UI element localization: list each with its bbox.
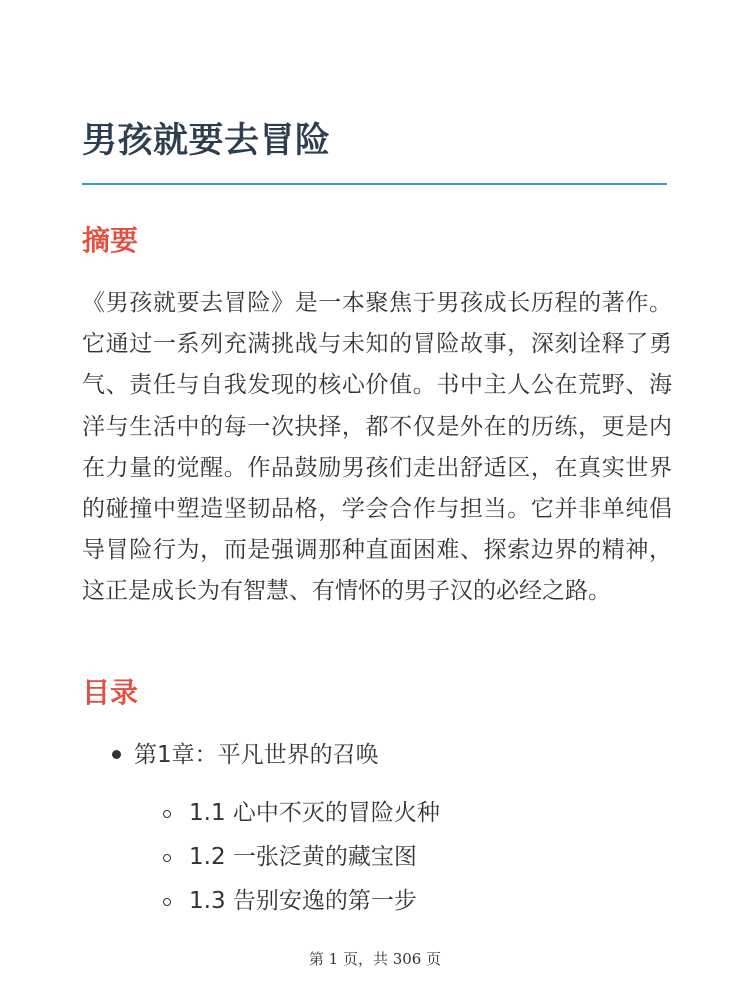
toc-section-label[interactable]: 1.3 告别安逸的第一步 [189, 888, 417, 914]
bullet-circle-icon [163, 810, 171, 818]
toc-chapter-label[interactable]: 第1章：平凡世界的召唤 [134, 742, 379, 768]
page-footer: 第 1 页，共 306 页 [308, 950, 442, 968]
document-title: 男孩就要去冒险 [82, 121, 331, 161]
bullet-circle-icon [163, 898, 171, 906]
toc-section-label[interactable]: 1.2 一张泛黄的藏宝图 [189, 844, 417, 870]
abstract-body: 《男孩就要去冒险》是一本聚焦于男孩成长历程的著作。它通过一系列充满挑战与未知的冒险故事，深刻诠释了勇气、责任与自我发现的核心价值。书中主人公在荒野、海洋与生活中的每一次抉择，都不仅是外在的历练，更是内在力量的觉醒。作品鼓励男孩们走出舒适区，在真实世界的碰撞中塑造坚韧品格，学会合作与担当。它并非单纯倡导冒险行为，而是强调那种直面困难、探索边界的精神，这正是成长为有智慧、有情怀的男子汉的必经之路。 [82, 290, 672, 605]
title-divider [82, 183, 667, 185]
bullet-circle-icon [163, 854, 171, 862]
toc-section-label[interactable]: 1.1 心中不灭的冒险火种 [189, 800, 440, 826]
bullet-disc-icon [112, 750, 121, 759]
abstract-heading: 摘要 [82, 224, 139, 257]
toc-heading: 目录 [82, 676, 139, 709]
